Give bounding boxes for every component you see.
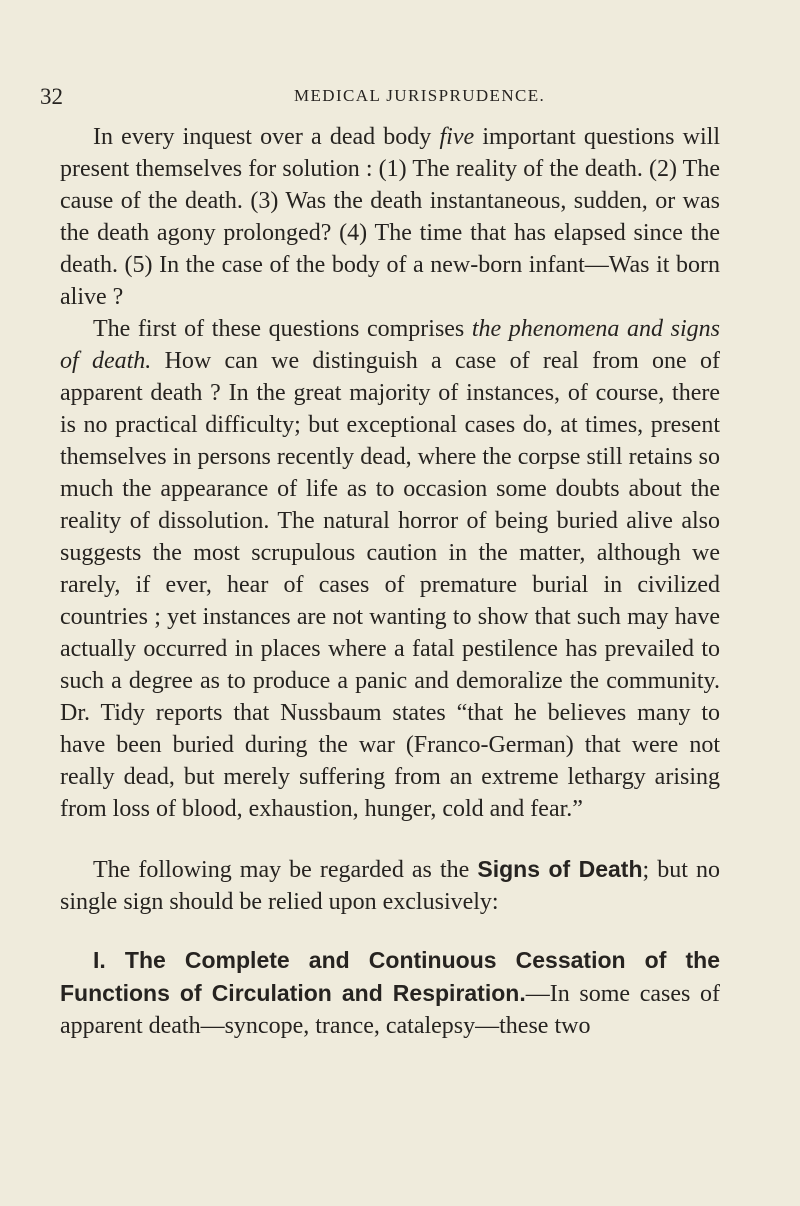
paragraph-five-questions <box>60 121 720 313</box>
text-span: —In some cases of apparent death—syncope, trance, catalepsy—these two <box>60 981 721 1039</box>
running-title: MEDICAL JURISPRUDENCE. <box>294 86 546 105</box>
paragraph-phenomena-of-death <box>60 313 720 825</box>
section-heading-cessation: I. The Complete and Continuous Cessation of the Functions of Circulation and Respiration. <box>60 947 720 1006</box>
running-head <box>40 84 740 110</box>
text-span: The following may be regarded as the <box>93 857 478 883</box>
text-span: The first of these questions comprises <box>93 316 472 342</box>
text-span: ; but no single sign should be relied upon exclusively: <box>60 857 720 915</box>
text-span: important questions will present themselves for solution : (1) The reality of the death. (2) The cause of the death. (3) Was the death instantaneous, sudden, or was the death agony prolonged? (4) The time that has elapsed since the death. (5) In the case of the body of a new-born infant—Was it born alive ? <box>60 124 721 310</box>
paragraph-section-one <box>60 944 720 1042</box>
body-text <box>60 121 720 1042</box>
paragraph-signs-of-death <box>60 853 720 918</box>
emphasis-phenomena: the phenomena and signs of death. <box>60 316 720 374</box>
page-number: 32 <box>40 84 63 109</box>
text-span: How can we distinguish a case of real from one of apparent death ? In the great majority of instances, of course, there is no practical difficulty; but exceptional cases do, at times, present themselves in persons recently dead, where the corpse still retains so much the appearance of life as to occasion some doubts about the reality of dissolution. The natural horror of being buried alive also suggests the most scrupulous caution in the matter, although we rarely, if ever, hear of cases of premature burial in civilized countries ; yet instances are not wanting to show that such may have actually occurred in places where a fatal pestilence has prevailed to such a degree as to produce a panic and demoralize the community. Dr. Tidy reports that Nussbaum states “that he believes many to have been buried during the war (Franco-German) that were not really dead, but merely suffering from an extreme lethargy arising from loss of blood, exhaustion, hunger, cold and fear.” <box>60 348 720 822</box>
emphasis-five: five <box>439 124 475 150</box>
heading-signs-of-death: Signs of Death <box>477 856 643 882</box>
text-span: In every inquest over a dead body <box>93 124 440 150</box>
